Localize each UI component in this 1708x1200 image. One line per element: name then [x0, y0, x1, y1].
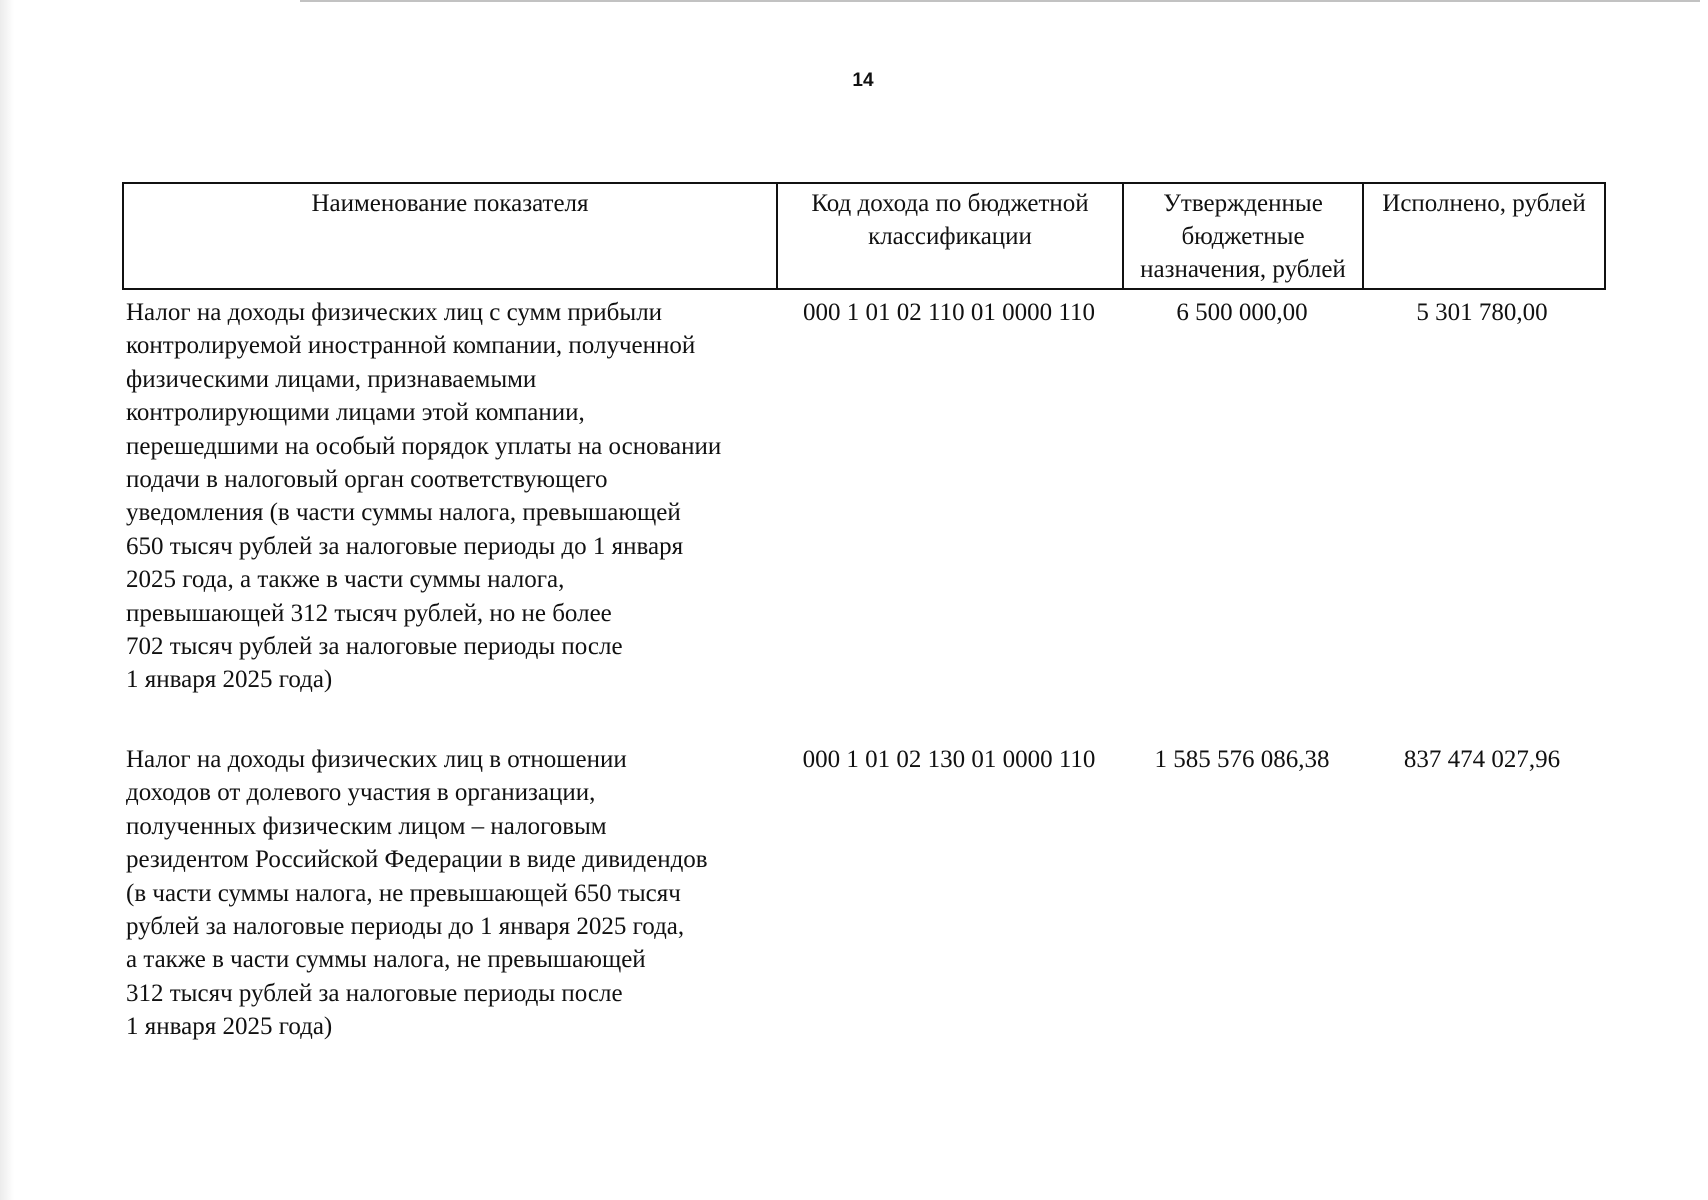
indicator-name-cell: Налог на доходы физических лиц с сумм прибыли контролируемой иностранной компании, полученной физическими лицами, признаваемыми контролирующими лицами этой компании, перешедшими на особый порядок уплаты на основании подачи в налоговый орган соответствующего уведомления (в части суммы налога, превышающей 650 тысяч рублей за налоговые периоды до 1 января 2025 года, а также в части суммы налога, превышающей 312 тысяч рублей, но не более 702 тысяч рублей за налоговые периоды после 1 января 2025 года) — [126, 299, 722, 694]
table-row — [122, 743, 1606, 1044]
approved-amount-cell: 6 500 000,00 — [1176, 299, 1308, 326]
header-executed-amount: Исполнено, рублей — [1382, 190, 1586, 217]
revenue-table — [122, 182, 1606, 1044]
executed-amount-cell: 5 301 780,00 — [1416, 299, 1548, 326]
scan-edge-shadow — [0, 0, 14, 1200]
executed-amount-cell: 837 474 027,96 — [1403, 745, 1561, 773]
page-number: 14 — [852, 70, 874, 91]
indicator-name-cell: Налог на доходы физических лиц в отношении доходов от долевого участия в организации, полученных физическим лицом – налоговым резидентом Российской Федерации в виде дивидендов (в части суммы налога, не превышающей 650 тысяч рублей за налоговые периоды до 1 января 2025 года, а также в части суммы налога, не превышающей 312 тысяч рублей за налоговые периоды после 1 января 2025 года) — [126, 745, 708, 1041]
revenue-code-cell: 000 1 01 02 130 01 0000 110 — [802, 745, 1096, 773]
header-indicator-name: Наименование показателя — [124, 184, 778, 288]
table-row — [122, 296, 1606, 697]
revenue-code-cell: 000 1 01 02 110 01 0000 110 — [803, 299, 1095, 326]
table-header-row — [122, 182, 1606, 290]
header-revenue-code: Код дохода по бюджетной классификации — [778, 184, 1124, 288]
header-approved-amount: Утвержденные бюджетные назначения, рублей — [1124, 184, 1364, 288]
approved-amount-cell: 1 585 576 086,38 — [1154, 745, 1330, 773]
scan-top-line — [300, 0, 1700, 2]
